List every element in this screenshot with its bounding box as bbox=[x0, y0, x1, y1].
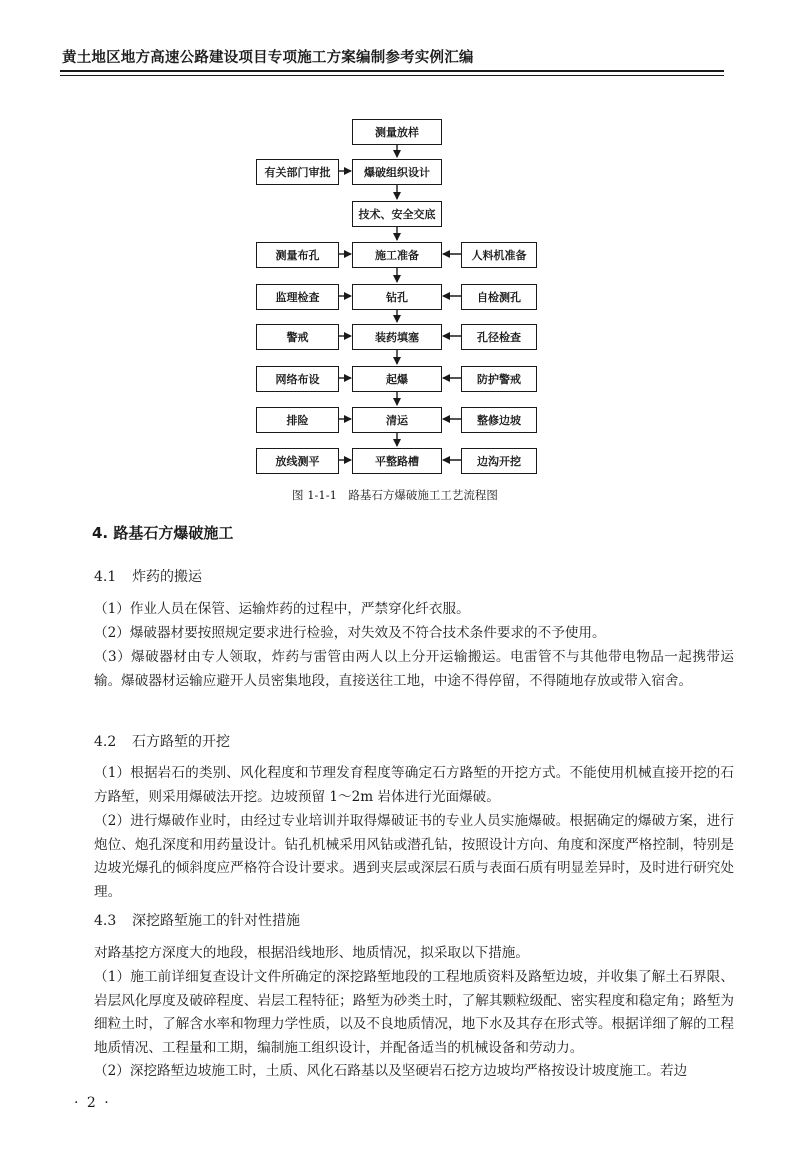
subsection-number: 4.1 bbox=[94, 569, 117, 585]
flow-box-resources: 人料机准备 bbox=[461, 242, 537, 268]
flow-box-survey-setout: 测量放样 bbox=[352, 119, 442, 145]
subsection-title-4-3 bbox=[94, 910, 300, 930]
subsection-label: 深挖路堑施工的针对性措施 bbox=[132, 913, 300, 929]
paragraph: 对路基挖方深度大的地段，根据沿线地形、地质情况，拟采取以下措施。 bbox=[94, 945, 529, 961]
paragraph: （3）爆破器材由专人领取，炸药与雷管由两人以上分开运输搬运。电雷管不与其他带电物品一起携带运输。爆破器材运输应避开人员密集地段，直接送往工地，中途不得停留，不得随地存放或带入宿舍。 bbox=[94, 649, 734, 689]
flow-box-supervision: 监理检查 bbox=[256, 284, 339, 310]
flow-box-blast-design: 爆破组织设计 bbox=[352, 159, 442, 185]
figure-caption: 图 1-1-1 路基石方爆破施工工艺流程图 bbox=[292, 488, 498, 502]
page-number: · 2 · bbox=[74, 1095, 111, 1111]
subsection-label: 炸药的搬运 bbox=[132, 569, 202, 585]
flow-box-safety-briefing: 技术、安全交底 bbox=[352, 201, 442, 227]
flow-box-grading: 平整路槽 bbox=[352, 448, 442, 474]
subsection-title-4-1 bbox=[94, 566, 202, 586]
running-header: 黄土地区地方高速公路建设项目专项施工方案编制参考实例汇编 bbox=[62, 50, 474, 66]
paragraph: （1）根据岩石的类别、风化程度和节理发育程度等确定石方路堑的开挖方式。不能使用机械直接开挖的石方路堑，则采用爆破法开挖。边坡预留 1～2m 岩体进行光面爆破。 bbox=[94, 765, 734, 805]
flow-box-hazard-removal: 排险 bbox=[256, 407, 339, 433]
subsection-title-4-2 bbox=[94, 731, 230, 751]
flow-box-hole-check: 孔径检查 bbox=[461, 324, 537, 350]
flow-box-clearing: 清运 bbox=[352, 407, 442, 433]
flow-box-charging: 装药填塞 bbox=[352, 324, 442, 350]
flow-box-network: 网络布设 bbox=[256, 366, 339, 392]
paragraph: （1）作业人员在保管、运输炸药的过程中，严禁穿化纤衣服。 bbox=[94, 601, 470, 617]
paragraph: （2）爆破器材要按照规定要求进行检验，对失效及不符合技术条件要求的不予使用。 bbox=[94, 625, 606, 641]
flow-box-approval: 有关部门审批 bbox=[256, 159, 339, 185]
subsection-number: 4.3 bbox=[94, 913, 117, 929]
flow-box-drilling: 钻孔 bbox=[352, 284, 442, 310]
flow-box-detonation: 起爆 bbox=[352, 366, 442, 392]
flow-box-level-survey: 放线测平 bbox=[256, 448, 339, 474]
flow-box-self-check: 自检测孔 bbox=[461, 284, 537, 310]
paragraph: （1）施工前详细复查设计文件所确定的深挖路堑地段的工程地质资料及路堑边坡，并收集了解土石界限、岩层风化厚度及破碎程度、岩层工程特征；路堑为砂类土时，了解其颗粒级配、密实程度和稳定角；路堑为细粒土时，了解含水率和物理力学性质，以及不良地质情况，地下水及其存在形式等。根据详细了解的工程地质情况、工程量和工期，编制施工组织设计，并配备适当的机械设备和劳动力。 bbox=[94, 969, 734, 1056]
paragraph: （2）进行爆破作业时，由经过专业培训并取得爆破证书的专业人员实施爆破。根据确定的爆破方案，进行炮位、炮孔深度和用药量设计。钻孔机械采用风钻或潜孔钻，按照设计方向、角度和深度严格控制，特别是边坡光爆孔的倾斜度应严格符合设计要求。遇到夹层或深层石质与表面石质有明显差异时，及时进行研究处理。 bbox=[94, 813, 734, 900]
paragraph: （2）深挖路堑边坡施工时，土质、风化石路基以及坚硬岩石挖方边坡均严格按设计坡度施工。若边 bbox=[94, 1063, 688, 1079]
flow-box-preparation: 施工准备 bbox=[352, 242, 442, 268]
flow-box-slope-trim: 整修边坡 bbox=[461, 407, 537, 433]
flow-box-ditch: 边沟开挖 bbox=[461, 448, 537, 474]
subsection-label: 石方路堑的开挖 bbox=[132, 734, 230, 750]
flow-box-protection: 防护警戒 bbox=[461, 366, 537, 392]
flow-box-guard: 警戒 bbox=[256, 324, 339, 350]
section-title: 4. 路基石方爆破施工 bbox=[92, 524, 234, 542]
flow-box-hole-layout: 测量布孔 bbox=[256, 242, 339, 268]
subsection-number: 4.2 bbox=[94, 734, 117, 750]
